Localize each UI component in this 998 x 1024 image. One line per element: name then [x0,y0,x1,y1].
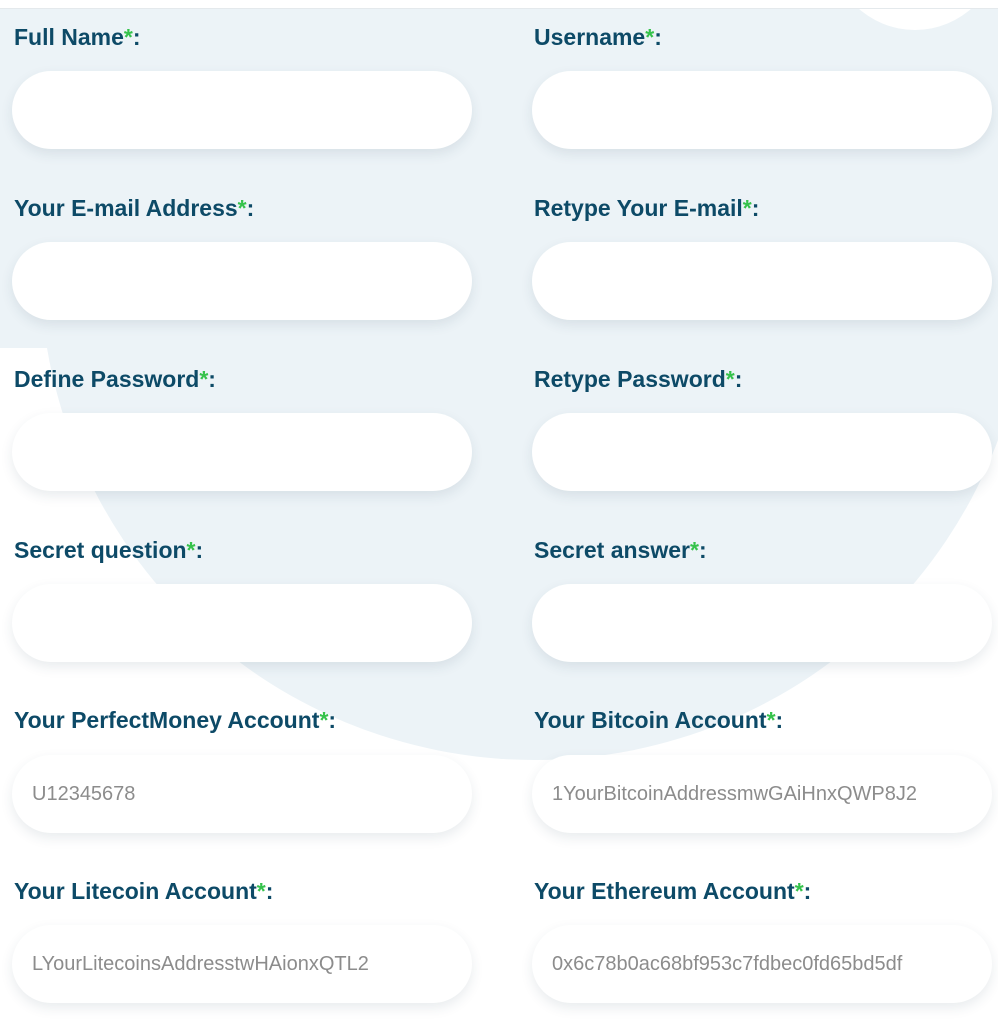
password-input[interactable] [12,413,472,491]
litecoin-account-input[interactable] [12,925,472,1003]
email-input[interactable] [12,242,472,320]
required-marker: * [689,537,699,563]
retype-email-label: Retype Your E-mail*: [534,195,760,221]
bitcoin-account-input[interactable] [532,755,992,833]
perfectmoney-account-input[interactable] [12,755,472,833]
secret-question-input[interactable] [12,584,472,662]
username-label: Username*: [534,24,662,50]
required-marker: * [186,537,196,563]
bitcoin-account-label: Your Bitcoin Account*: [534,707,784,733]
required-marker: * [645,24,655,50]
required-marker: * [742,195,752,221]
required-marker: * [794,878,804,904]
ethereum-account-input[interactable] [532,925,992,1003]
ethereum-account-label: Your Ethereum Account*: [534,878,812,904]
secret-question-label: Secret question*: [14,537,204,563]
required-marker: * [237,195,247,221]
secret-answer-label: Secret answer*: [534,537,707,563]
retype-password-label: Retype Password*: [534,366,743,392]
required-marker: * [256,878,266,904]
email-label: Your E-mail Address*: [14,195,255,221]
required-marker: * [766,707,776,733]
required-marker: * [319,707,329,733]
required-marker: * [199,366,209,392]
perfectmoney-account-label: Your PerfectMoney Account*: [14,707,337,733]
full-name-label: Full Name*: [14,24,141,50]
retype-password-input[interactable] [532,413,992,491]
required-marker: * [725,366,735,392]
required-marker: * [123,24,133,50]
username-input[interactable] [532,71,992,149]
retype-email-input[interactable] [532,242,992,320]
secret-answer-input[interactable] [532,584,992,662]
password-label: Define Password*: [14,366,216,392]
full-name-input[interactable] [12,71,472,149]
litecoin-account-label: Your Litecoin Account*: [14,878,274,904]
